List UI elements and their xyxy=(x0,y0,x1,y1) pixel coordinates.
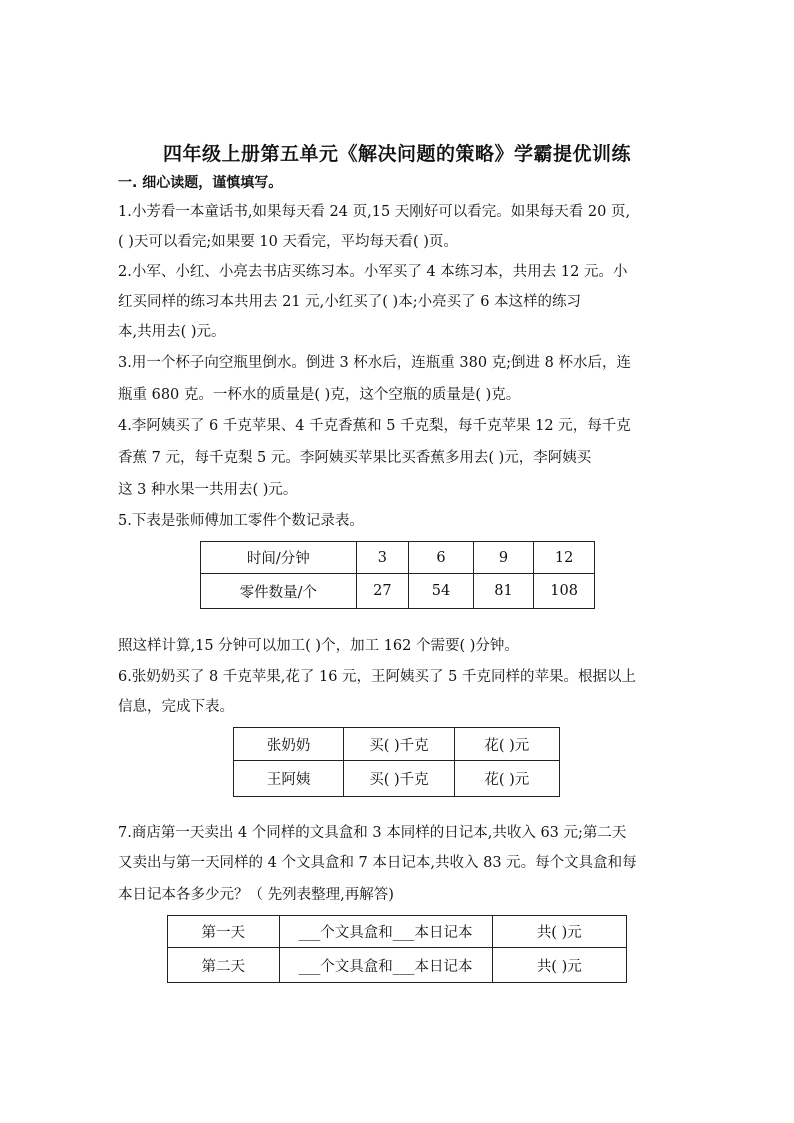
table-cell: 第二天 xyxy=(168,948,280,983)
table-cell: 第一天 xyxy=(168,916,280,948)
table-cell: 花( )元 xyxy=(454,728,559,761)
q3-line-2: 瓶重 680 克。一杯水的质量是( )克，这个空瓶的质量是( )克。 xyxy=(118,387,521,403)
table-row xyxy=(168,948,627,983)
table-cell: 27 xyxy=(356,574,409,609)
q2-line-1: 2.小军、小红、小亮去书店买练习本。小军买了 4 本练习本，共用去 12 元。小 xyxy=(118,264,628,280)
table-cell: 3 xyxy=(356,542,409,574)
table-cell: 12 xyxy=(534,542,595,574)
table-cell: 108 xyxy=(534,574,595,609)
table-cell: 零件数量/个 xyxy=(201,574,357,609)
q4-line-1: 4.李阿姨买了 6 千克苹果、4 千克香蕉和 5 千克梨，每千克苹果 12 元，每千克 xyxy=(118,418,631,434)
table-cell: 买( )千克 xyxy=(344,761,454,797)
table-sales-summary xyxy=(167,915,627,983)
table-cell: 共( )元 xyxy=(492,916,626,948)
q7-line-2: 又卖出与第一天同样的 4 个文具盒和 7 本日记本,共收入 83 元。每个文具盒和每 xyxy=(118,855,637,871)
table-cell: 王阿姨 xyxy=(234,761,344,797)
q1-line-1: 1.小芳看一本童话书,如果每天看 24 页,15 天刚好可以看完。如果每天看 20 页, xyxy=(118,204,631,220)
q2-line-2: 红买同样的练习本共用去 21 元,小红买了( )本;小亮买了 6 本这样的练习 xyxy=(118,294,582,310)
table-apple-purchase xyxy=(233,727,560,797)
table-cell: 6 xyxy=(409,542,474,574)
table-row xyxy=(234,761,560,797)
table-cell: 买( )千克 xyxy=(344,728,454,761)
table-cell: ___个文具盒和___本日记本 xyxy=(279,916,492,948)
q7-line-3: 本日记本各多少元？（ 先列表整理,再解答) xyxy=(118,887,394,903)
q5-line-2: 照这样计算,15 分钟可以加工( )个，加工 162 个需要( )分钟。 xyxy=(118,638,519,654)
table-cell: 花( )元 xyxy=(454,761,559,797)
q7-line-1: 7.商店第一天卖出 4 个同样的文具盒和 3 本同样的日记本,共收入 63 元;第二天 xyxy=(118,825,627,841)
q4-line-2: 香蕉 7 元，每千克梨 5 元。李阿姨买苹果比买香蕉多用去( )元，李阿姨买 xyxy=(118,450,592,466)
table-cell: 54 xyxy=(409,574,474,609)
table-row xyxy=(168,916,627,948)
section-heading: 一. 细心读题，谨慎填写。 xyxy=(118,175,283,191)
table-row xyxy=(234,728,560,761)
q1-line-2: ( )天可以看完;如果要 10 天看完，平均每天看( )页。 xyxy=(118,234,458,250)
table-row xyxy=(201,542,595,574)
q6-line-1: 6.张奶奶买了 8 千克苹果,花了 16 元，王阿姨买了 5 千克同样的苹果。根据以上 xyxy=(118,669,636,685)
page-title: 四年级上册第五单元《解决问题的策略》学霸提优训练 xyxy=(162,143,631,165)
table-cell: 共( )元 xyxy=(492,948,626,983)
table-cell: ___个文具盒和___本日记本 xyxy=(279,948,492,983)
q5-line-1: 5.下表是张师傅加工零件个数记录表。 xyxy=(118,513,364,529)
table-row xyxy=(201,574,595,609)
table-cell: 时间/分钟 xyxy=(201,542,357,574)
q4-line-3: 这 3 种水果一共用去( )元。 xyxy=(118,482,298,498)
q3-line-1: 3.用一个杯子向空瓶里倒水。倒进 3 杯水后，连瓶重 380 克;倒进 8 杯水后，连 xyxy=(118,355,631,371)
table-parts-record xyxy=(200,541,595,609)
table-cell: 81 xyxy=(473,574,534,609)
table-cell: 9 xyxy=(473,542,534,574)
q2-line-3: 本,共用去( )元。 xyxy=(118,324,226,340)
table-cell: 张奶奶 xyxy=(234,728,344,761)
q6-line-2: 信息，完成下表。 xyxy=(118,699,234,715)
